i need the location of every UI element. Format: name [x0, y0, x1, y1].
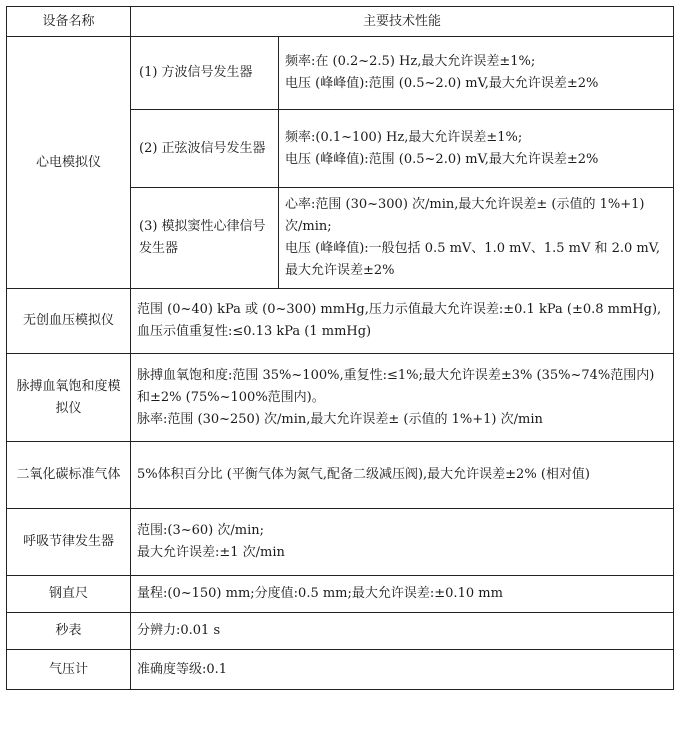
device-name-stopwatch: 秒表 [7, 613, 131, 650]
sub-device-name: (1) 方波信号发生器 [131, 37, 279, 110]
spec-line: 脉搏血氧饱和度:范围 35%~100%,重复性:≤1%;最大允许误差±3% (35%~74%范围内) 和±2% (75%~100%范围内)。 [137, 367, 655, 405]
spec-line: 脉率:范围 (30~250) 次/min,最大允许误差± (示值的 1%+1) 次/min [137, 411, 543, 427]
device-name-resp: 呼吸节律发生器 [7, 509, 131, 576]
sub-device-name: (2) 正弦波信号发生器 [131, 110, 279, 188]
spec-line: 电压 (峰峰值):范围 (0.5~2.0) mV,最大允许误差±2% [285, 76, 599, 91]
table-row [7, 354, 674, 442]
table-row [7, 650, 674, 690]
spec-cell: 分辨力:0.01 s [131, 613, 674, 650]
table-row [7, 442, 674, 509]
spec-cell: 准确度等级:0.1 [131, 650, 674, 690]
spec-cell: 5%体积百分比 (平衡气体为氮气,配备二级减压阀),最大允许误差±2% (相对值) [131, 442, 674, 509]
spec-line: 范围:(3~60) 次/min; [137, 523, 264, 538]
table-row [7, 613, 674, 650]
header-spec: 主要技术性能 [131, 7, 674, 37]
table-row [7, 289, 674, 354]
spec-cell: 量程:(0~150) mm;分度值:0.5 mm;最大允许误差:±0.10 mm [131, 576, 674, 613]
device-name-barometer: 气压计 [7, 650, 131, 690]
equipment-table [6, 6, 674, 690]
table-row [7, 576, 674, 613]
spec-line: 心率:范围 (30~300) 次/min,最大允许误差± (示值的 1%+1) 次/min; [285, 197, 645, 234]
table-row [7, 509, 674, 576]
device-name-ecg: 心电模拟仪 [7, 37, 131, 289]
device-name-co2: 二氧化碳标准气体 [7, 442, 131, 509]
spec-cell: 范围 (0~40) kPa 或 (0~300) mmHg,压力示值最大允许误差:±0.1 kPa (±0.8 mmHg),血压示值重复性:≤0.13 kPa (1 mmHg) [131, 289, 674, 354]
header-device: 设备名称 [7, 7, 131, 37]
spec-cell [131, 509, 674, 576]
spec-cell [279, 110, 674, 188]
device-name-nibp: 无创血压模拟仪 [7, 289, 131, 354]
spec-cell [131, 354, 674, 442]
header-row [7, 7, 674, 37]
spec-line: 频率:(0.1~100) Hz,最大允许误差±1%; [285, 129, 523, 145]
sub-device-name: (3) 模拟窦性心律信号发生器 [131, 188, 279, 289]
device-name-spo2: 脉搏血氧饱和度模拟仪 [7, 354, 131, 442]
spec-line: 频率:在 (0.2~2.5) Hz,最大允许误差±1%; [285, 54, 536, 69]
spec-line: 电压 (峰峰值):一般包括 0.5 mV、1.0 mV、1.5 mV 和 2.0 mV,最大允许误差±2% [285, 241, 661, 278]
spec-cell [279, 37, 674, 110]
spec-line: 最大允许误差:±1 次/min [137, 545, 285, 560]
spec-line: 电压 (峰峰值):范围 (0.5~2.0) mV,最大允许误差±2% [285, 151, 599, 167]
device-name-ruler: 钢直尺 [7, 576, 131, 613]
spec-cell [279, 188, 674, 289]
table-row [7, 37, 674, 110]
